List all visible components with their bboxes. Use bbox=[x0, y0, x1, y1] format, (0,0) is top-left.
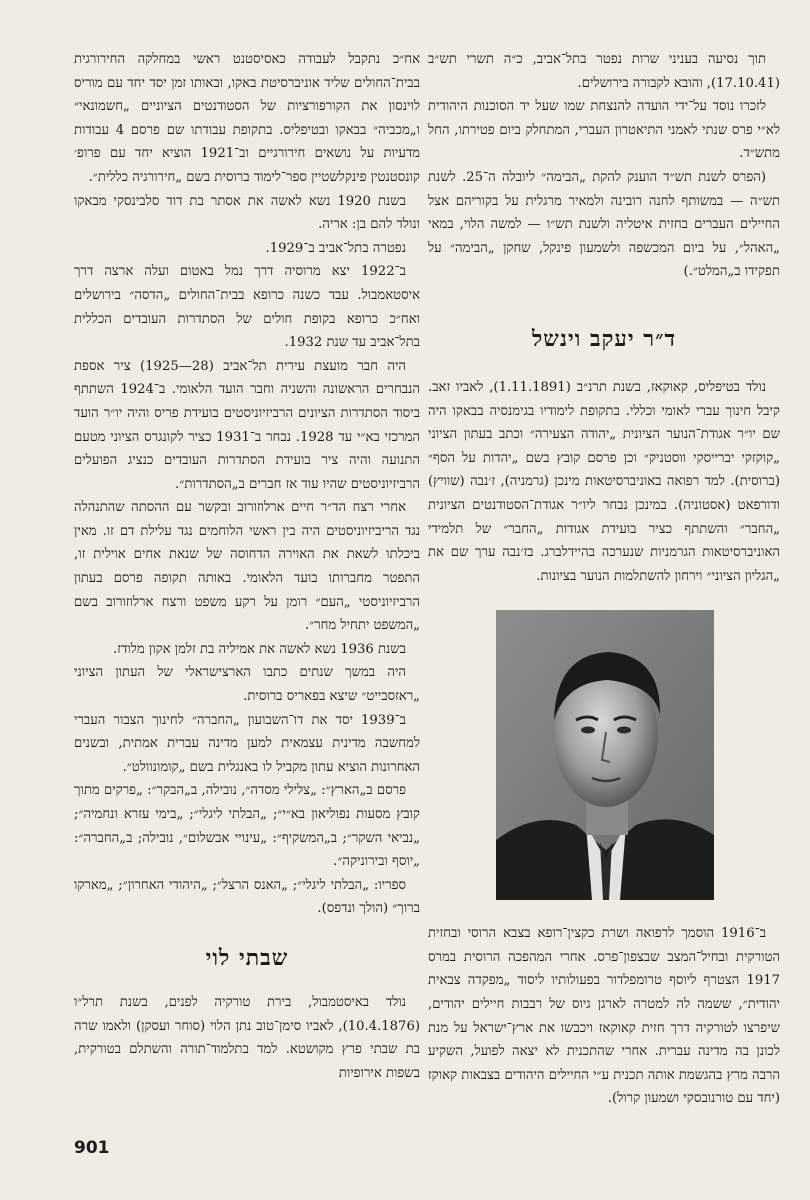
paragraph: היה חבר מועצת עירית תל־אביב (28—1925) ציר אספת הנבחרים הראשונה והשניה וחבר הועד הלאומי. ב־1924 השתתף ביסוד הסתדרות הציונים הרביזיוניסטים בועידת פריס והיה יו״ר הועד המרכזי בא״י עד 1928. נבחר ב־1931 כציר לקונגרס הציוני מטעם התנועה והיה ציר בועידת הסתדרות העובדים כנציג הפועלים הרביזיוניסטים שהיו עוד אז חברים ב„הסתדרות״. bbox=[74, 358, 420, 492]
paragraph: אח״כ נתקבל לעבודה כאסיסטנט ראשי במחלקה החירורגית בבית־החולים שליד אוניברסיטת באקו, ובאותו זמן יסד יחד עם מוריס לוינסון את הקורפורציות של הסטודנטים הציוניים „חשמונאי״ ו„מכביה״ בבאקו ובטיפליס. בתקופת עבודתו שם פרסם 4 עבודות מדעיות על נושאים חירורגיים וב־1921 הוציא יחד עם פרופ׳ קונסטנטין פינקלשטיין ספר־לימוד ברוסית בשם „חירורגיה כללית״. bbox=[74, 52, 420, 185]
paragraph: בשנת 1936 נשא לאשה את אמיליה בת זלמן אקון מלודז. bbox=[113, 641, 406, 657]
paragraph: פרסם ב„הארץ״: „צלילי מסדה״, נובילה, ב„הבקר״: „פרקים מתוך קובץ מסעות נפוליאון בא״י״; „הבלתי ליגלי״; „בימי עזרא ונחמיה״; „נביאי השקר״; ב„המשקיף״: „עינויי אבשלום״, נובילה; ב„החברה״: „יוסף ובירוניקה״. bbox=[74, 783, 420, 870]
paragraph: לזכרו נוסד על־ידי הועדה להנצחת שמו שעל יד הסוכנות היהודית לא״י פרס שנתי לאמני התיאטרון העברי, המתחלק ביום פטירתו, החל מתש״ד. bbox=[428, 99, 780, 162]
left-column bbox=[74, 48, 420, 1085]
paragraph: ב־1922 יצא מרוסיה דרך נמל באטום ועלה ארצה דרך איסטאמבול. עבד כשנה כרופא בבית־החולים „הדסה״ בירושלים ואח״כ כרופא בקופת חולים של הסתדרות העובדים הכללית בתל־אביב עד שנת 1932. bbox=[74, 264, 420, 351]
paragraph: נולד בטיפליס, קאוקאז, בשנת תרנ״ב (1.11.1891), לאביו זאב. קיבל חינוך עברי לאומי וכללי. בתקופת לימודיו בגימנסיה בבאקו היה שם יו״ר אגודת־הנוער הציונית „יהודה הצעירה״ וכתב בעתון הציוני „קוקזקי יברייסקי ווסטניק״ וכן פרסם קובץ בשם „יהדות על הסף״ (ברוסית). למד רפואה באוניברסיטאות מינכן (גרמניה), ז׳נבה (שוויץ) ודורפאט (אסטוניה). במינכן נבחר ליו״ר אגודת־הסטודנטים הציונית „החבר״ והשתתף כציר בועידת אגודות „החבר״ של תלמידי האוניברסיטאות הגרמניות שנערכה בהיידלברג. בז׳נבה ערך שם את „הגליון הציוני״ וירחון להשתלמות הנוער בציונות. bbox=[428, 379, 780, 584]
paragraph: ב־1939 יסד את דו־השבועון „החברה״ לחינוך הצבור העברי למחשבה מדינית עצמאית למען מדינה עברית אמתית, ובשנים האחרונות הוציא עתון מקביל לו באנגלית בשם „קומונוולט״. bbox=[74, 712, 420, 775]
paragraph: היה במשך שנתים כתבו הארצישראלי של העתון הציוני „ראזסבייט״ שיצא בפאריס ברוסית. bbox=[74, 665, 420, 705]
paragraph: ספריו: „הבלתי ליגלי״; „האנס הרצל״; „היהודי האחרון״; „מארקו ברוך״ (הולך ונדפס). bbox=[74, 877, 420, 917]
paragraph: אחרי רצח הד״ר חיים ארלוזורוב ובקשר עם ההסתה שהתנהלה נגד הריביזיוניסטים היה בין ראשי הלוחמים נגד עלילת דם זו. מאין ביכלתו לשאת את האוירה הדחוסה של שנאת אחים אוילית זו, התפטר מחברותו בועד הלאומי. באותה תקופה פרסם בעתון הרביזיוניסטי „העם״ רומן על רקע משפט ורצח ארלוזורוב בשם „המשפט יתחיל מחר״. bbox=[74, 500, 420, 634]
right-column bbox=[428, 48, 780, 1111]
paragraph: נפטרה בתל־אביב ב־1929. bbox=[265, 240, 406, 256]
page-number: 901 bbox=[74, 1138, 110, 1158]
paragraph: תוך נסיעה בעניני שרות נפטר בתל־אביב, כ״ה תשרי תש״ב (17.10.41), והובא לקבורה בירושלים. bbox=[428, 52, 780, 91]
paragraph: בשנת 1920 נשא לאשה את אסתר בת דוד סלבינסקי מבאקו ונולד להם בן: אריה. bbox=[74, 193, 420, 233]
paragraph: נולד באיסטמבול, בירת טורקיה לפנים, בשנת תרל״ו (10.4.1876), לאביו סימן־טוב נתן הלוי (סוחר ועסקן) ולאמו שרה בת שבתי פרץ מקושטא. למד בתלמוד־תורה והשתלם בטורקית, בשפות אירופיות bbox=[74, 994, 420, 1081]
entry-heading-levi: שבתי לוי bbox=[205, 944, 289, 971]
paragraph: ב־1916 הוסמך לרפואה ושרת כקצין־רופא בצבא הרוסי ובחזית הטורקית ובחיל־המצב שבצפון־פרס. אחרי המהפכה הרוסית במרס 1917 הצטרף ליוסף טרומפלדור בפעולותיו ליסוד „מפקדה צבאית יהודית״, ששמה לה למטרה לארגן גיוס של רבבות חיילים יהודים, שיפרצו לטורקיה דרך חזית קאוקאז ויכבשו את ארץ־ישראל על מנת לכונן בה מדינה עברית. אחרי שהתכנית לא יצאה לפועל, השקיע הרבה מרץ בהגשמת אותה תכנית ע״י החיילים היהודים בצבאות קאוקז (יחד עם טורנובסקי ושמעון קרול). bbox=[428, 926, 780, 1107]
portrait-photo bbox=[496, 610, 714, 900]
entry-heading-weinshal: ד״ר יעקב וינשל bbox=[531, 325, 677, 352]
portrait-image bbox=[496, 610, 714, 900]
paragraph: (הפרס לשנת תש״ד הוענק להקת „הבימה״ ליובלה ה־25. לשנת תש״ה — במשותף לחנה רובינה ולמאיר מרגלית על בקוריהם אצל החיילים העברים בחזית איטליה ולשנת תש״ו — למשה הלוי, במאי „האהל״, על ביום המכשפה ולשמעון פינקל, שחקן „הבימה״ על תפקידו ב„המלט״.) bbox=[428, 169, 780, 280]
